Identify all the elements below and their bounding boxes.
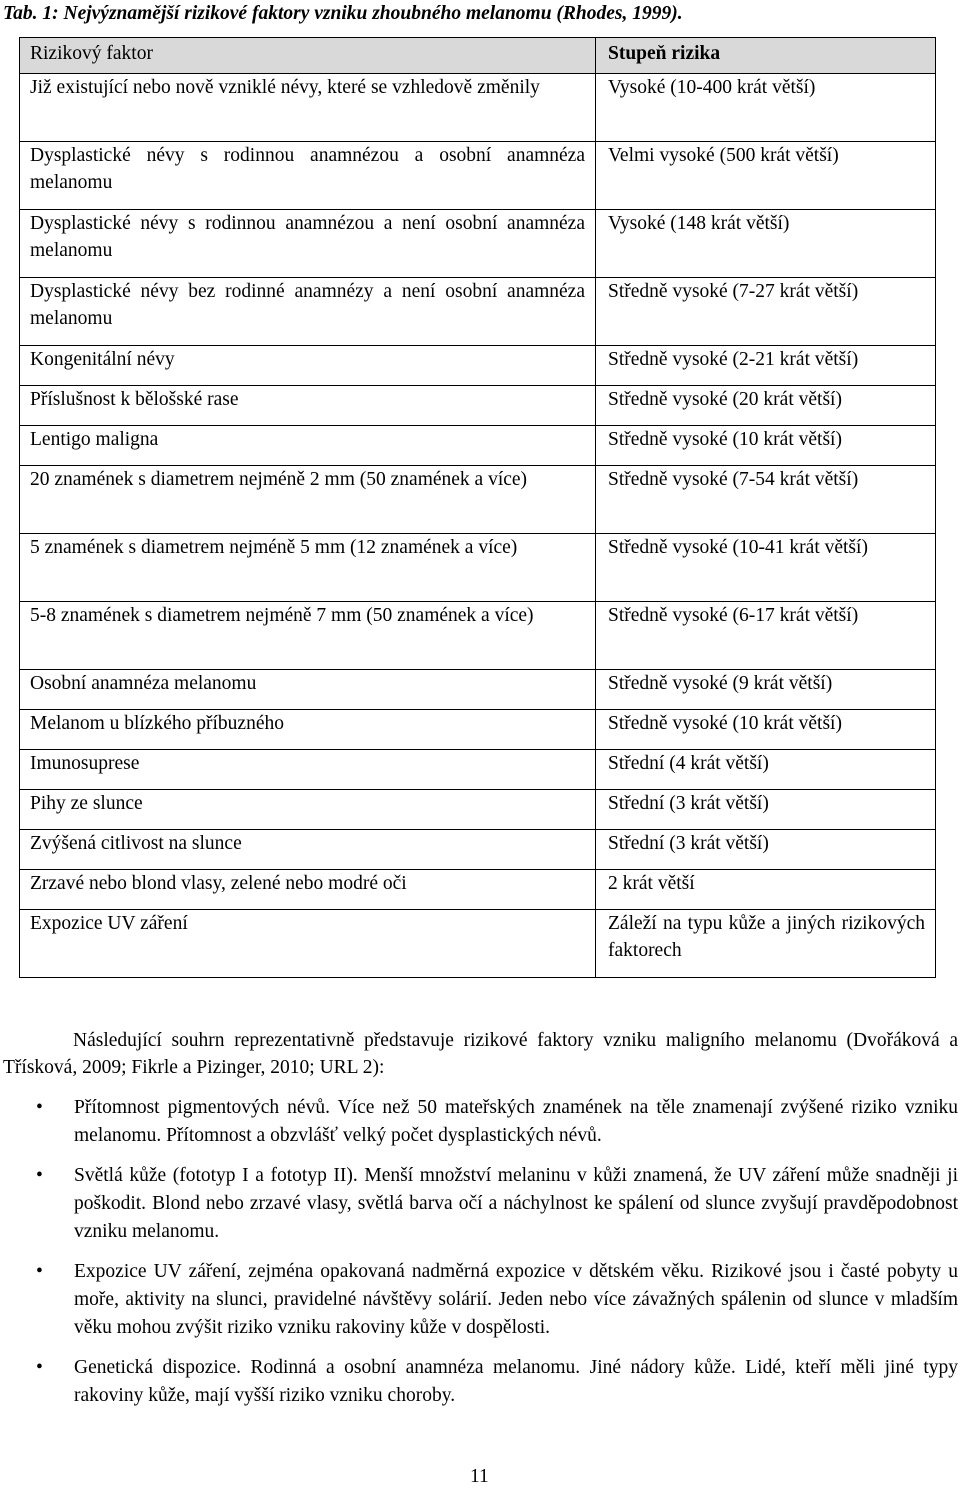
level-cell: Velmi vysoké (500 krát větší) — [596, 142, 936, 210]
table-caption: Tab. 1: Nejvýznamější rizikové faktory vzniku zhoubného melanomu (Rhodes, 1999). — [3, 3, 683, 24]
level-cell: Středně vysoké (10 krát větší) — [596, 426, 936, 466]
level-cell: Vysoké (10-400 krát větší) — [596, 74, 936, 142]
table-row — [20, 830, 936, 870]
factor-cell: Dysplastické névy s rodinnou anamnézou a osobní anamnéza melanomu — [20, 142, 596, 210]
bullet-icon: • — [36, 1357, 43, 1378]
bullet-icon: • — [36, 1097, 43, 1118]
factor-cell: 5-8 znamének s diametrem nejméně 7 mm (50 znamének a více) — [20, 602, 596, 670]
factor-cell: Osobní anamnéza melanomu — [20, 670, 596, 710]
level-cell: Střední (4 krát větší) — [596, 750, 936, 790]
factor-cell: Expozice UV záření — [20, 910, 596, 978]
level-cell: Střední (3 krát větší) — [596, 790, 936, 830]
table-row — [20, 466, 936, 534]
factor-cell: Dysplastické névy bez rodinné anamnézy a není osobní anamnéza melanomu — [20, 278, 596, 346]
level-cell: Záleží na typu kůže a jiných rizikových faktorech — [596, 910, 936, 978]
table-row — [20, 910, 936, 978]
list-item — [0, 1094, 958, 1150]
bullet-text: Genetická dispozice. Rodinná a osobní anamnéza melanomu. Jiné nádory kůže. Lidé, kteří měli jiné typy rakoviny kůže, mají vyšší riziko vzniku choroby. — [74, 1357, 958, 1406]
level-cell: Středně vysoké (7-54 krát větší) — [596, 466, 936, 534]
factor-cell: Kongenitální névy — [20, 346, 596, 386]
risk-factor-table — [19, 37, 936, 978]
factor-cell: Zvýšená citlivost na slunce — [20, 830, 596, 870]
table-row — [20, 670, 936, 710]
bullet-icon: • — [36, 1261, 43, 1282]
summary-paragraph: Následující souhrn reprezentativně představuje rizikové faktory vzniku maligního melanomu (Dvořáková a Třísková, 2009; Fikrle a Pizinger, 2010; URL 2): — [3, 1030, 958, 1078]
bullet-icon: • — [36, 1165, 43, 1186]
list-item — [0, 1354, 958, 1410]
table-row — [20, 210, 936, 278]
table-row — [20, 74, 936, 142]
table-row — [20, 870, 936, 910]
header-risk-level: Stupeň rizika — [596, 38, 936, 74]
factor-cell: Již existující nebo nově vzniklé névy, které se vzhledově změnily — [20, 74, 596, 142]
level-cell: Vysoké (148 krát větší) — [596, 210, 936, 278]
table-row — [20, 602, 936, 670]
factor-cell: 5 znamének s diametrem nejméně 5 mm (12 znamének a více) — [20, 534, 596, 602]
level-cell: Středně vysoké (20 krát větší) — [596, 386, 936, 426]
factor-cell: Lentigo maligna — [20, 426, 596, 466]
factor-cell: Pihy ze slunce — [20, 790, 596, 830]
table-row — [20, 426, 936, 466]
bullet-text: Světlá kůže (fototyp I a fototyp II). Menší množství melaninu v kůži znamená, že UV záření může snadněji ji poškodit. Blond nebo zrzavé vlasy, světlá barva očí a náchylnost ke spálení od slunce zvyšují pravděpodobnost vzniku melanomu. — [74, 1165, 958, 1242]
level-cell: Středně vysoké (2-21 krát větší) — [596, 346, 936, 386]
table-row — [20, 346, 936, 386]
page-number: 11 — [470, 1466, 489, 1487]
table-row — [20, 386, 936, 426]
bullet-text: Expozice UV záření, zejména opakovaná nadměrná expozice v dětském věku. Rizikové jsou i časté pobyty u moře, aktivity na slunci, pravidelné návštěvy solárií. Jeden nebo více závažných spálenin od slunce v mladším věku mohou zvýšit riziko vzniku rakoviny kůže v dospělosti. — [74, 1261, 958, 1338]
table-row — [20, 790, 936, 830]
level-cell: Středně vysoké (10 krát větší) — [596, 710, 936, 750]
level-cell: Středně vysoké (7-27 krát větší) — [596, 278, 936, 346]
factor-cell: Melanom u blízkého příbuzného — [20, 710, 596, 750]
bullet-text: Přítomnost pigmentových névů. Více než 50 mateřských znamének na těle znamenají zvýšené riziko vzniku melanomu. Přítomnost a obzvlášť velký počet dysplastických névů. — [74, 1097, 958, 1146]
table-row — [20, 710, 936, 750]
factor-cell: 20 znamének s diametrem nejméně 2 mm (50 znamének a více) — [20, 466, 596, 534]
table-row — [20, 142, 936, 210]
factor-cell: Zrzavé nebo blond vlasy, zelené nebo modré oči — [20, 870, 596, 910]
factor-cell: Dysplastické névy s rodinnou anamnézou a není osobní anamnéza melanomu — [20, 210, 596, 278]
list-item — [0, 1258, 958, 1342]
level-cell: 2 krát větší — [596, 870, 936, 910]
level-cell: Středně vysoké (9 krát větší) — [596, 670, 936, 710]
level-cell: Středně vysoké (10-41 krát větší) — [596, 534, 936, 602]
factor-cell: Příslušnost k bělošské rase — [20, 386, 596, 426]
table-row — [20, 534, 936, 602]
level-cell: Středně vysoké (6-17 krát větší) — [596, 602, 936, 670]
table-row — [20, 278, 936, 346]
level-cell: Střední (3 krát větší) — [596, 830, 936, 870]
risk-bullet-list — [0, 1094, 958, 1422]
factor-cell: Imunosuprese — [20, 750, 596, 790]
list-item — [0, 1162, 958, 1246]
table-header-row — [20, 38, 936, 74]
table-row — [20, 750, 936, 790]
header-risk-factor: Rizikový faktor — [20, 38, 596, 74]
